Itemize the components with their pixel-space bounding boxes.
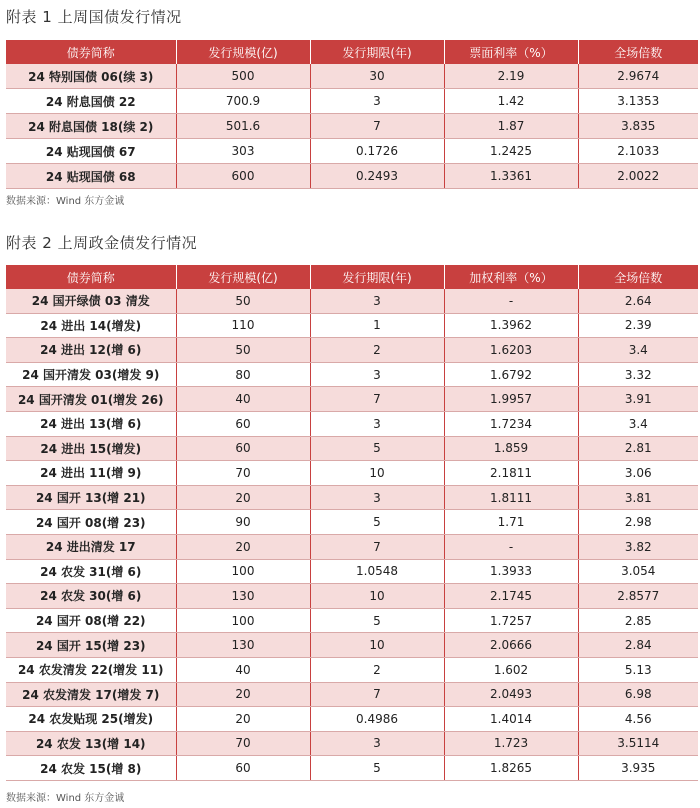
bond-name-cell: 24 贴现国债 67 bbox=[6, 139, 176, 164]
table-cell: 2.9674 bbox=[578, 64, 698, 89]
table-cell: 3.82 bbox=[578, 534, 698, 559]
table-cell: 10 bbox=[310, 633, 444, 658]
table-cell: 1 bbox=[310, 313, 444, 338]
table-cell: 2.19 bbox=[444, 64, 578, 89]
table-row bbox=[6, 64, 698, 89]
bond-name-cell: 24 农发 15(增 8) bbox=[6, 756, 176, 781]
table-row bbox=[6, 633, 698, 658]
table-row bbox=[6, 731, 698, 756]
table-cell: 1.9957 bbox=[444, 387, 578, 412]
bond-name-cell: 24 附息国债 22 bbox=[6, 89, 176, 114]
table-cell: 3.5114 bbox=[578, 731, 698, 756]
table-cell: 3.81 bbox=[578, 485, 698, 510]
table-cell: 1.3361 bbox=[444, 164, 578, 189]
bond-name-cell: 24 进出清发 17 bbox=[6, 534, 176, 559]
policy-bank-bond-table bbox=[6, 265, 698, 781]
table-cell: 2.81 bbox=[578, 436, 698, 461]
table-cell: 10 bbox=[310, 461, 444, 486]
table-cell: 1.8111 bbox=[444, 485, 578, 510]
table2-caption: 附表 2 上周政金债发行情况 bbox=[6, 234, 198, 252]
table-row bbox=[6, 534, 698, 559]
table-cell: 7 bbox=[310, 114, 444, 139]
bond-name-cell: 24 农发清发 22(增发 11) bbox=[6, 657, 176, 682]
table-cell: 2.39 bbox=[578, 313, 698, 338]
table-cell: 50 bbox=[176, 289, 310, 313]
table-cell: 5 bbox=[310, 608, 444, 633]
table-cell: 3 bbox=[310, 411, 444, 436]
table-cell: 600 bbox=[176, 164, 310, 189]
table-cell: 3 bbox=[310, 485, 444, 510]
table-header-row bbox=[6, 40, 698, 64]
table-cell: 1.42 bbox=[444, 89, 578, 114]
table-cell: 2.64 bbox=[578, 289, 698, 313]
table-cell: 7 bbox=[310, 534, 444, 559]
column-header: 债券简称 bbox=[6, 40, 176, 64]
column-header: 票面利率（%） bbox=[444, 40, 578, 64]
table-cell: 30 bbox=[310, 64, 444, 89]
table-row bbox=[6, 756, 698, 781]
table-cell: 1.8265 bbox=[444, 756, 578, 781]
bond-name-cell: 24 农发 31(增 6) bbox=[6, 559, 176, 584]
table-row bbox=[6, 584, 698, 609]
table-cell: 1.87 bbox=[444, 114, 578, 139]
table-row bbox=[6, 485, 698, 510]
column-header: 加权利率（%） bbox=[444, 265, 578, 289]
bond-name-cell: 24 贴现国债 68 bbox=[6, 164, 176, 189]
table-cell: 7 bbox=[310, 682, 444, 707]
table-cell: 3 bbox=[310, 362, 444, 387]
table-cell: 100 bbox=[176, 608, 310, 633]
table-cell: 5.13 bbox=[578, 657, 698, 682]
table-cell: 1.4014 bbox=[444, 707, 578, 732]
table-cell: 3.91 bbox=[578, 387, 698, 412]
table-cell: 2.98 bbox=[578, 510, 698, 535]
table-cell: 70 bbox=[176, 731, 310, 756]
table-header-row bbox=[6, 265, 698, 289]
table-cell: 1.71 bbox=[444, 510, 578, 535]
table-cell: 20 bbox=[176, 682, 310, 707]
table-cell: 0.2493 bbox=[310, 164, 444, 189]
column-header: 全场倍数 bbox=[578, 265, 698, 289]
table-cell: 2.1033 bbox=[578, 139, 698, 164]
bond-name-cell: 24 国开 15(增 23) bbox=[6, 633, 176, 658]
table1-caption: 附表 1 上周国债发行情况 bbox=[6, 8, 182, 26]
table-cell: 60 bbox=[176, 436, 310, 461]
table-cell: 3 bbox=[310, 89, 444, 114]
table-cell: 10 bbox=[310, 584, 444, 609]
table-cell: 7 bbox=[310, 387, 444, 412]
table-cell: 5 bbox=[310, 436, 444, 461]
table-cell: 1.723 bbox=[444, 731, 578, 756]
table-cell: 1.3933 bbox=[444, 559, 578, 584]
table-row bbox=[6, 89, 698, 114]
table-cell: 3.4 bbox=[578, 338, 698, 363]
table-cell: 3.32 bbox=[578, 362, 698, 387]
table-cell: 2.0022 bbox=[578, 164, 698, 189]
table-cell: 3 bbox=[310, 731, 444, 756]
bond-name-cell: 24 进出 12(增 6) bbox=[6, 338, 176, 363]
table-cell: 2 bbox=[310, 338, 444, 363]
table-row bbox=[6, 139, 698, 164]
table-row bbox=[6, 461, 698, 486]
table-cell: 3.835 bbox=[578, 114, 698, 139]
bond-name-cell: 24 国开清发 01(增发 26) bbox=[6, 387, 176, 412]
table-cell: 1.2425 bbox=[444, 139, 578, 164]
table-row bbox=[6, 289, 698, 313]
bond-name-cell: 24 国开 08(增 22) bbox=[6, 608, 176, 633]
table-row bbox=[6, 682, 698, 707]
column-header: 发行期限(年) bbox=[310, 40, 444, 64]
table-row bbox=[6, 313, 698, 338]
bond-name-cell: 24 进出 13(增 6) bbox=[6, 411, 176, 436]
table-cell: 3.4 bbox=[578, 411, 698, 436]
table-cell: 1.7257 bbox=[444, 608, 578, 633]
table-cell: 1.7234 bbox=[444, 411, 578, 436]
bond-name-cell: 24 国开 08(增 23) bbox=[6, 510, 176, 535]
column-header: 发行期限(年) bbox=[310, 265, 444, 289]
table-cell: 700.9 bbox=[176, 89, 310, 114]
table-cell: 20 bbox=[176, 707, 310, 732]
table-cell: 3.935 bbox=[578, 756, 698, 781]
table-cell: 1.859 bbox=[444, 436, 578, 461]
table-cell: 303 bbox=[176, 139, 310, 164]
table-cell: 3.1353 bbox=[578, 89, 698, 114]
table-cell: 2.85 bbox=[578, 608, 698, 633]
table-cell: 40 bbox=[176, 657, 310, 682]
table-cell: 501.6 bbox=[176, 114, 310, 139]
table-row bbox=[6, 510, 698, 535]
table-cell: 40 bbox=[176, 387, 310, 412]
table-cell: 2.1745 bbox=[444, 584, 578, 609]
bond-name-cell: 24 进出 14(增发) bbox=[6, 313, 176, 338]
table-cell: 5 bbox=[310, 756, 444, 781]
table-cell: 0.1726 bbox=[310, 139, 444, 164]
table-cell: 2.84 bbox=[578, 633, 698, 658]
table-cell: 5 bbox=[310, 510, 444, 535]
table-cell: 1.6203 bbox=[444, 338, 578, 363]
table-cell: 1.602 bbox=[444, 657, 578, 682]
table-cell: 2.1811 bbox=[444, 461, 578, 486]
table-cell: 0.4986 bbox=[310, 707, 444, 732]
table-cell: 2 bbox=[310, 657, 444, 682]
table-row bbox=[6, 114, 698, 139]
bond-name-cell: 24 特别国债 06(续 3) bbox=[6, 64, 176, 89]
table-cell: 4.56 bbox=[578, 707, 698, 732]
bond-name-cell: 24 农发清发 17(增发 7) bbox=[6, 682, 176, 707]
table-cell: 3.054 bbox=[578, 559, 698, 584]
table-row bbox=[6, 338, 698, 363]
table-cell: 80 bbox=[176, 362, 310, 387]
table-row bbox=[6, 436, 698, 461]
table-cell: 50 bbox=[176, 338, 310, 363]
bond-name-cell: 24 国开清发 03(增发 9) bbox=[6, 362, 176, 387]
table-cell: - bbox=[444, 289, 578, 313]
column-header: 债券简称 bbox=[6, 265, 176, 289]
bond-name-cell: 24 农发贴现 25(增发) bbox=[6, 707, 176, 732]
column-header: 发行规模(亿) bbox=[176, 40, 310, 64]
table-cell: 2.0493 bbox=[444, 682, 578, 707]
table-cell: 1.6792 bbox=[444, 362, 578, 387]
table-cell: 3.06 bbox=[578, 461, 698, 486]
table-cell: 70 bbox=[176, 461, 310, 486]
table-cell: 20 bbox=[176, 534, 310, 559]
table-cell: 60 bbox=[176, 756, 310, 781]
table-cell: 2.0666 bbox=[444, 633, 578, 658]
bond-name-cell: 24 国开绿债 03 清发 bbox=[6, 289, 176, 313]
bond-name-cell: 24 农发 30(增 6) bbox=[6, 584, 176, 609]
table-row bbox=[6, 657, 698, 682]
table-cell: 110 bbox=[176, 313, 310, 338]
table-cell: 500 bbox=[176, 64, 310, 89]
table-cell: 130 bbox=[176, 633, 310, 658]
table-cell: 100 bbox=[176, 559, 310, 584]
treasury-bond-table bbox=[6, 40, 698, 189]
bond-name-cell: 24 国开 13(增 21) bbox=[6, 485, 176, 510]
table1-source: 数据来源：Wind 东方金诚 bbox=[6, 196, 125, 207]
table-row bbox=[6, 164, 698, 189]
table-cell: 1.3962 bbox=[444, 313, 578, 338]
bond-name-cell: 24 附息国债 18(续 2) bbox=[6, 114, 176, 139]
table-cell: 60 bbox=[176, 411, 310, 436]
table-cell: 2.8577 bbox=[578, 584, 698, 609]
table2-source: 数据来源：Wind 东方金诚 bbox=[6, 793, 125, 804]
table-cell: 130 bbox=[176, 584, 310, 609]
table-cell: 1.0548 bbox=[310, 559, 444, 584]
table-cell: 6.98 bbox=[578, 682, 698, 707]
table-row bbox=[6, 559, 698, 584]
column-header: 全场倍数 bbox=[578, 40, 698, 64]
table-row bbox=[6, 387, 698, 412]
table-cell: 90 bbox=[176, 510, 310, 535]
table-row bbox=[6, 707, 698, 732]
table-row bbox=[6, 411, 698, 436]
table-row bbox=[6, 608, 698, 633]
table-cell: 3 bbox=[310, 289, 444, 313]
table-cell: - bbox=[444, 534, 578, 559]
bond-name-cell: 24 进出 11(增 9) bbox=[6, 461, 176, 486]
column-header: 发行规模(亿) bbox=[176, 265, 310, 289]
bond-name-cell: 24 农发 13(增 14) bbox=[6, 731, 176, 756]
table-row bbox=[6, 362, 698, 387]
bond-name-cell: 24 进出 15(增发) bbox=[6, 436, 176, 461]
table-cell: 20 bbox=[176, 485, 310, 510]
